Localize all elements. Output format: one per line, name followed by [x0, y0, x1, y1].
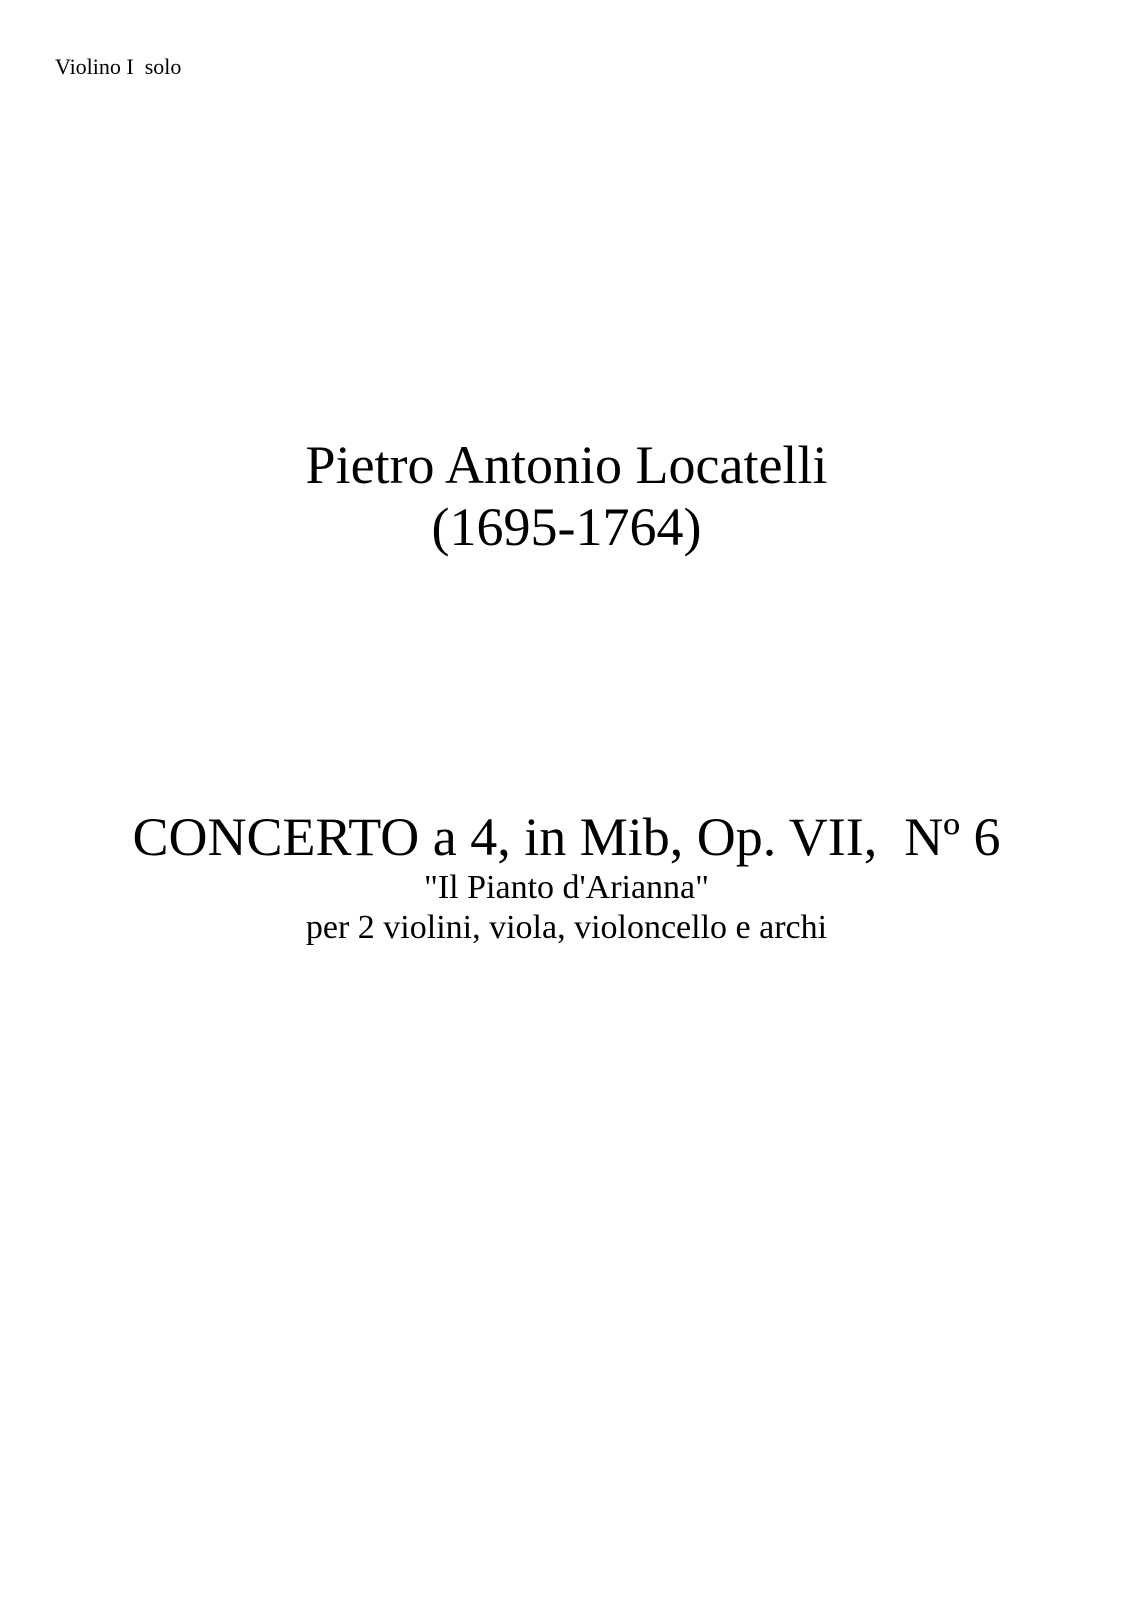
- work-subtitle: "Il Pianto d'Arianna": [423, 869, 710, 906]
- composer-block: [0, 434, 1133, 558]
- work-block: [0, 806, 1133, 948]
- work-title: CONCERTO a 4, in Mib, Op. VII, Nº 6: [132, 807, 1001, 867]
- composer-name: Pietro Antonio Locatelli: [305, 435, 828, 495]
- part-label: Violino I solo: [55, 54, 182, 79]
- composer-dates: (1695-1764): [431, 497, 702, 557]
- work-instrumentation: per 2 violini, viola, violoncello e archi: [305, 909, 828, 946]
